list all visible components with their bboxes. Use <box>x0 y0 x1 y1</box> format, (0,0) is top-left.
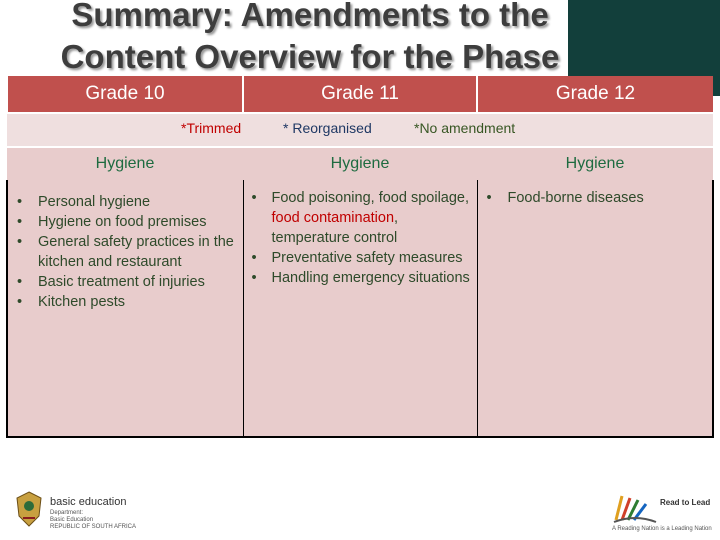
slide-title <box>10 0 610 78</box>
read-to-lead-text: Read to Lead <box>660 498 711 507</box>
legend-no-amendment: *No amendment <box>414 120 516 136</box>
legend-reorganised: * Reorganised <box>283 120 372 136</box>
grade-10-header: Grade 10 <box>7 76 243 113</box>
read-to-lead-tagline: A Reading Nation is a Leading Nation <box>612 526 712 532</box>
list-item: • Hygiene on food premises <box>8 212 243 232</box>
grade-12-content <box>477 180 713 437</box>
list-item: • Preventative safety measures <box>244 248 477 268</box>
list-item: • Personal hygiene <box>8 192 243 212</box>
legend-trimmed: *Trimmed <box>181 120 242 136</box>
read-to-lead-logo <box>612 490 716 536</box>
list-item: • Basic treatment of injuries <box>8 272 243 292</box>
grade-11-topic: Hygiene <box>243 147 477 180</box>
department-text <box>50 510 136 531</box>
grade-header-row <box>7 76 713 113</box>
basic-education-logo <box>14 486 184 532</box>
list-item: • Kitchen pests <box>8 292 243 312</box>
title-line-2: Content Overview for the Phase <box>60 38 560 75</box>
list-item <box>244 188 477 248</box>
department-line: Department: <box>50 510 84 516</box>
grade-12-topic: Hygiene <box>477 147 713 180</box>
topic-row <box>7 147 713 180</box>
department-line: Basic Education <box>50 517 94 523</box>
grade-10-content <box>7 180 243 437</box>
grade-11-content <box>243 180 477 437</box>
title-line-1: Summary: Amendments to the <box>71 0 549 33</box>
item-text-highlight: food contamination <box>271 210 395 226</box>
list-item: • Handling emergency situations <box>244 268 477 288</box>
list-item: • General safety practices in the kitchen and restaurant <box>8 232 243 272</box>
open-book-icon <box>612 490 658 526</box>
amendments-table <box>6 76 714 438</box>
content-row <box>7 180 713 437</box>
grade-10-topic: Hygiene <box>7 147 243 180</box>
coat-of-arms-icon <box>14 490 44 530</box>
item-text: Food poisoning, food spoilage, <box>271 190 470 206</box>
list-item: • Food-borne diseases <box>478 188 713 208</box>
legend-row <box>7 113 713 147</box>
basic-education-text: basic education <box>50 496 127 508</box>
grade-11-header: Grade 11 <box>243 76 477 113</box>
item-text: , temperature control <box>271 210 399 246</box>
grade-12-header: Grade 12 <box>477 76 713 113</box>
department-line: REPUBLIC OF SOUTH AFRICA <box>50 524 137 530</box>
